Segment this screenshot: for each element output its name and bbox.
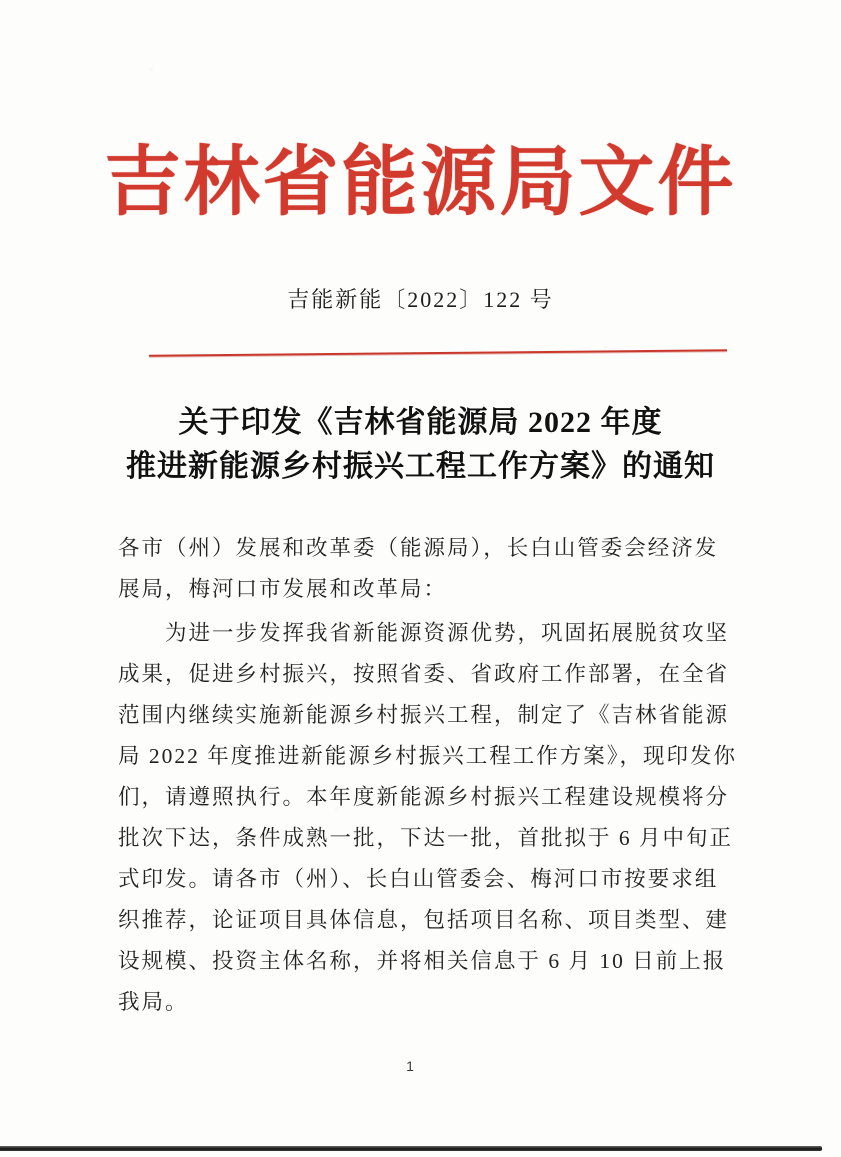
body-line: 范围内继续实施新能源乡村振兴工程，制定了《吉林省能源: [118, 703, 730, 727]
recipients-line: 展局，梅河口市发展和改革局：: [118, 577, 448, 601]
red-divider-rule: [149, 349, 727, 357]
document-body: [118, 528, 738, 1023]
document-number: 吉能新能〔2022〕122 号: [287, 287, 554, 312]
letterhead-title: 吉林省能源局文件: [104, 141, 737, 225]
recipients-block: [118, 528, 726, 610]
body-line: 局 2022 年度推进新能源乡村振兴工程工作方案》，现印发你: [118, 744, 738, 768]
body-line: 式印发。请各市（州）、长白山管委会、梅河口市按要求组: [118, 867, 719, 891]
body-line: 批次下达，条件成熟一批，下达一批，首批拟于 6 月中旬正: [118, 826, 734, 850]
document-title-line-1: 关于印发《吉林省能源局 2022 年度: [178, 406, 663, 439]
recipients-line: 各市（州）发展和改革委（能源局），长白山管委会经济发: [118, 536, 719, 560]
body-line: 为进一步发挥我省新能源资源优势，巩固拓展脱贫攻坚: [165, 621, 730, 645]
body-line: 成果，促进乡村振兴，按照省委、省政府工作部署，在全省: [118, 662, 730, 686]
body-line: 我局。: [118, 990, 189, 1014]
scanner-edge-artifact: [0, 1146, 822, 1151]
document-title: [0, 401, 841, 489]
body-line: 织推荐，论证项目具体信息，包括项目名称、项目类型、建: [118, 908, 730, 932]
page-number: 1: [406, 1058, 414, 1074]
body-line: 设规模、投资主体名称，并将相关信息于 6 月 10 日前上报: [118, 949, 727, 973]
main-paragraph: [118, 613, 738, 1023]
document-title-line-2: 推进新能源乡村振兴工程工作方案》的通知: [126, 450, 715, 483]
body-line: 们，请遵照执行。本年度新能源乡村振兴工程建设规模将分: [118, 785, 730, 809]
